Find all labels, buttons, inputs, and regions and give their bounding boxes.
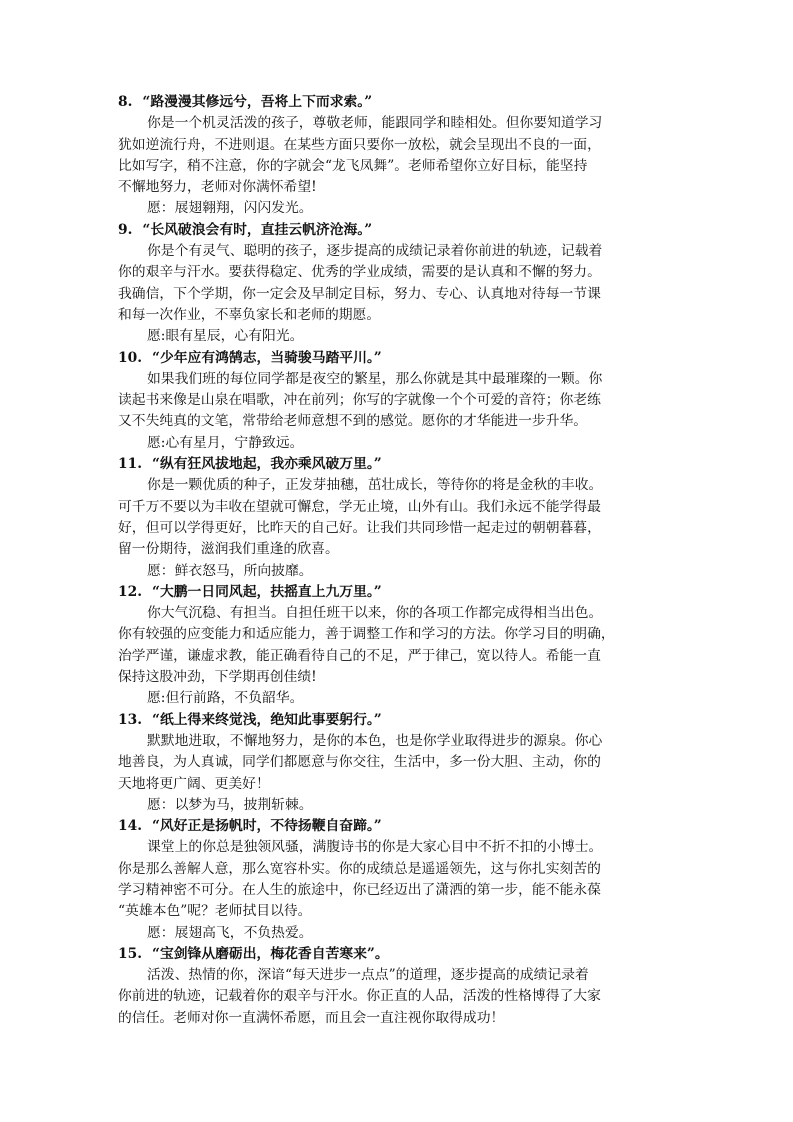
comment-body-line: 天地将更广阔、更美好！ <box>118 775 270 792</box>
comment-body-line: 你有较强的应变能力和适应能力，善于调整工作和学习的方法。你学习目的明确， <box>118 626 615 643</box>
comment-entry <box>118 944 684 1029</box>
comment-body-line: “英雄本色”呢？老师拭目以待。 <box>118 903 312 920</box>
wish-line: 愿:心有星月，宁静致远。 <box>147 434 304 451</box>
entry-quote-title: “宝剑锋从磨砺出，梅花香自苦寒来”。 <box>152 945 389 962</box>
wish-line: 愿：以梦为马，披荆斩棘。 <box>147 796 313 813</box>
entry-quote-title: “路漫漫其修远兮，吾将上下而求索。” <box>142 94 373 110</box>
comment-body-line: 默默地进取，不懈地努力，是你的本色，也是你学业取得进步的源泉。你心 <box>147 732 603 749</box>
comment-body-line: 比如写字，稍不注意，你的字就会“龙飞凤舞”。老师希望你立好目标，能坚持 <box>118 157 588 174</box>
comment-body-line: 你是那么善解人意，那么宽容朴实。你的成绩总是遥遥领先，这与你扎实刻苦的 <box>118 860 601 877</box>
entry-number: 8. <box>118 94 133 110</box>
comment-body-line: 不懈地努力，老师对你满怀希望! <box>118 179 317 196</box>
wish-line: 愿：展翅高飞，不负热爱。 <box>147 924 313 941</box>
entry-number: 13. <box>118 711 143 728</box>
comment-entry <box>118 582 684 710</box>
comment-body-line: 和每一次作业，不辜负家长和老师的期愿。 <box>118 306 381 323</box>
entry-number: 12. <box>118 583 143 600</box>
entry-number: 9. <box>118 221 133 238</box>
comment-body-line: 你大气沉稳、有担当。自担任班干以来，你的各项工作都完成得相当出色。 <box>147 605 603 622</box>
comment-body-line: 治学严谨，谦虚求教，能正确看待自己的不足，严于律己，宽以待人。希能一直 <box>118 647 601 664</box>
comment-body-line: 你是一个机灵活泼的孩子，尊敬老师，能跟同学和睦相处。但你要知道学习 <box>147 115 603 132</box>
comment-entry <box>118 454 684 582</box>
entry-heading <box>118 582 684 603</box>
wish-line: 愿:但行前路，不负韶华。 <box>147 690 304 707</box>
comment-entry <box>118 220 684 348</box>
comment-body-line: 保持这股冲劲，下学期再创佳绩! <box>118 669 317 686</box>
comment-body-line: 学习精神密不可分。在人生的旅途中，你已经迈出了潇洒的第一步，能不能永葆 <box>118 881 601 898</box>
comment-body-line: 留一份期待，滋润我们重逢的欣喜。 <box>118 541 339 558</box>
entry-heading <box>118 92 684 113</box>
comment-body-line: 地善良，为人真诚，同学们都愿意与你交往，生活中，多一份大胆、主动，你的 <box>118 754 601 771</box>
entry-quote-title: “大鹏一日同风起，扶摇直上九万里。” <box>152 583 382 600</box>
entry-number: 10. <box>118 349 143 366</box>
comment-entry <box>118 92 684 220</box>
entry-quote-title: “纵有狂风拔地起，我亦乘风破万里。” <box>152 456 382 473</box>
comment-body-line: 活泼、热情的你，深谙“每天进步一点点”的道理，逐步提高的成绩记录着 <box>147 967 589 984</box>
comment-body-line: 你的艰辛与汗水。要获得稳定、优秀的学业成绩，需要的是认真和不懈的努力。 <box>118 264 601 281</box>
entry-quote-title: “长风破浪会有时，直挂云帆济沧海。” <box>142 221 373 238</box>
entry-number: 15. <box>118 945 143 962</box>
entry-heading <box>118 348 684 369</box>
comment-body-line: 好，但可以学得更好，比昨天的自己好。让我们共同珍惜一起走过的朝朝暮暮， <box>118 519 601 536</box>
comment-body-line: 可千万不要以为丰收在望就可懈怠，学无止境，山外有山。我们永远不能学得最 <box>118 498 601 515</box>
entry-number: 11. <box>118 456 143 473</box>
wish-line: 愿：鲜衣怒马，所向披靡。 <box>147 562 313 579</box>
entry-heading <box>118 454 684 475</box>
comment-body-line: 我确信，下个学期，你一定会及早制定目标，努力、专心、认真地对待每一节课 <box>118 285 601 302</box>
wish-line: 愿:眼有星辰，心有阳光。 <box>147 328 304 345</box>
comment-body-line: 犹如逆流行舟，不进则退。在某些方面只要你一放松，就会呈现出不良的一面， <box>118 136 601 153</box>
entry-quote-title: “纸上得来终觉浅，绝知此事要躬行。” <box>152 711 382 728</box>
comment-body-line: 你是一颗优质的种子，正发芽抽穗，茁壮成长，等待你的将是金秋的丰收。 <box>147 477 603 494</box>
comment-body-line: 又不失纯真的文笔，常带给老师意想不到的感觉。愿你的才华能进一步升华。 <box>118 413 588 430</box>
entry-heading <box>118 220 684 241</box>
entry-heading <box>118 816 684 837</box>
comment-list <box>118 92 684 1029</box>
comment-body-line: 读起书来像是山泉在唱歌，冲在前列；你写的字就像一个个可爱的音符；你老练 <box>118 392 601 409</box>
entry-heading <box>118 710 684 731</box>
comment-body-line: 如果我们班的每位同学都是夜空的繁星，那么你就是其中最璀璨的一颗。你 <box>147 370 603 387</box>
comment-entry <box>118 710 684 816</box>
comment-body-line: 你前进的轨迹，记载着你的艰辛与汗水。你正直的人品，活泼的性格博得了大家 <box>118 988 601 1005</box>
entry-quote-title: “风好正是扬帆时，不待扬鞭自奋蹄。” <box>152 818 382 835</box>
entry-number: 14. <box>118 818 143 835</box>
wish-line: 愿：展翅翱翔，闪闪发光。 <box>147 200 313 217</box>
comment-body-line: 课堂上的你总是独领风骚，满腹诗书的你是大家心目中不折不扣的小博士。 <box>147 839 603 856</box>
comment-body-line: 你是个有灵气、聪明的孩子，逐步提高的成绩记录着你前进的轨迹，记载着 <box>147 243 603 260</box>
entry-heading <box>118 944 684 965</box>
comment-entry <box>118 348 684 454</box>
comment-entry <box>118 816 684 944</box>
entry-quote-title: “少年应有鸿鹄志，当骑骏马踏平川。” <box>152 349 382 366</box>
comment-body-line: 的信任。老师对你一直满怀希愿，而且会一直注视你取得成功！ <box>118 1009 505 1026</box>
